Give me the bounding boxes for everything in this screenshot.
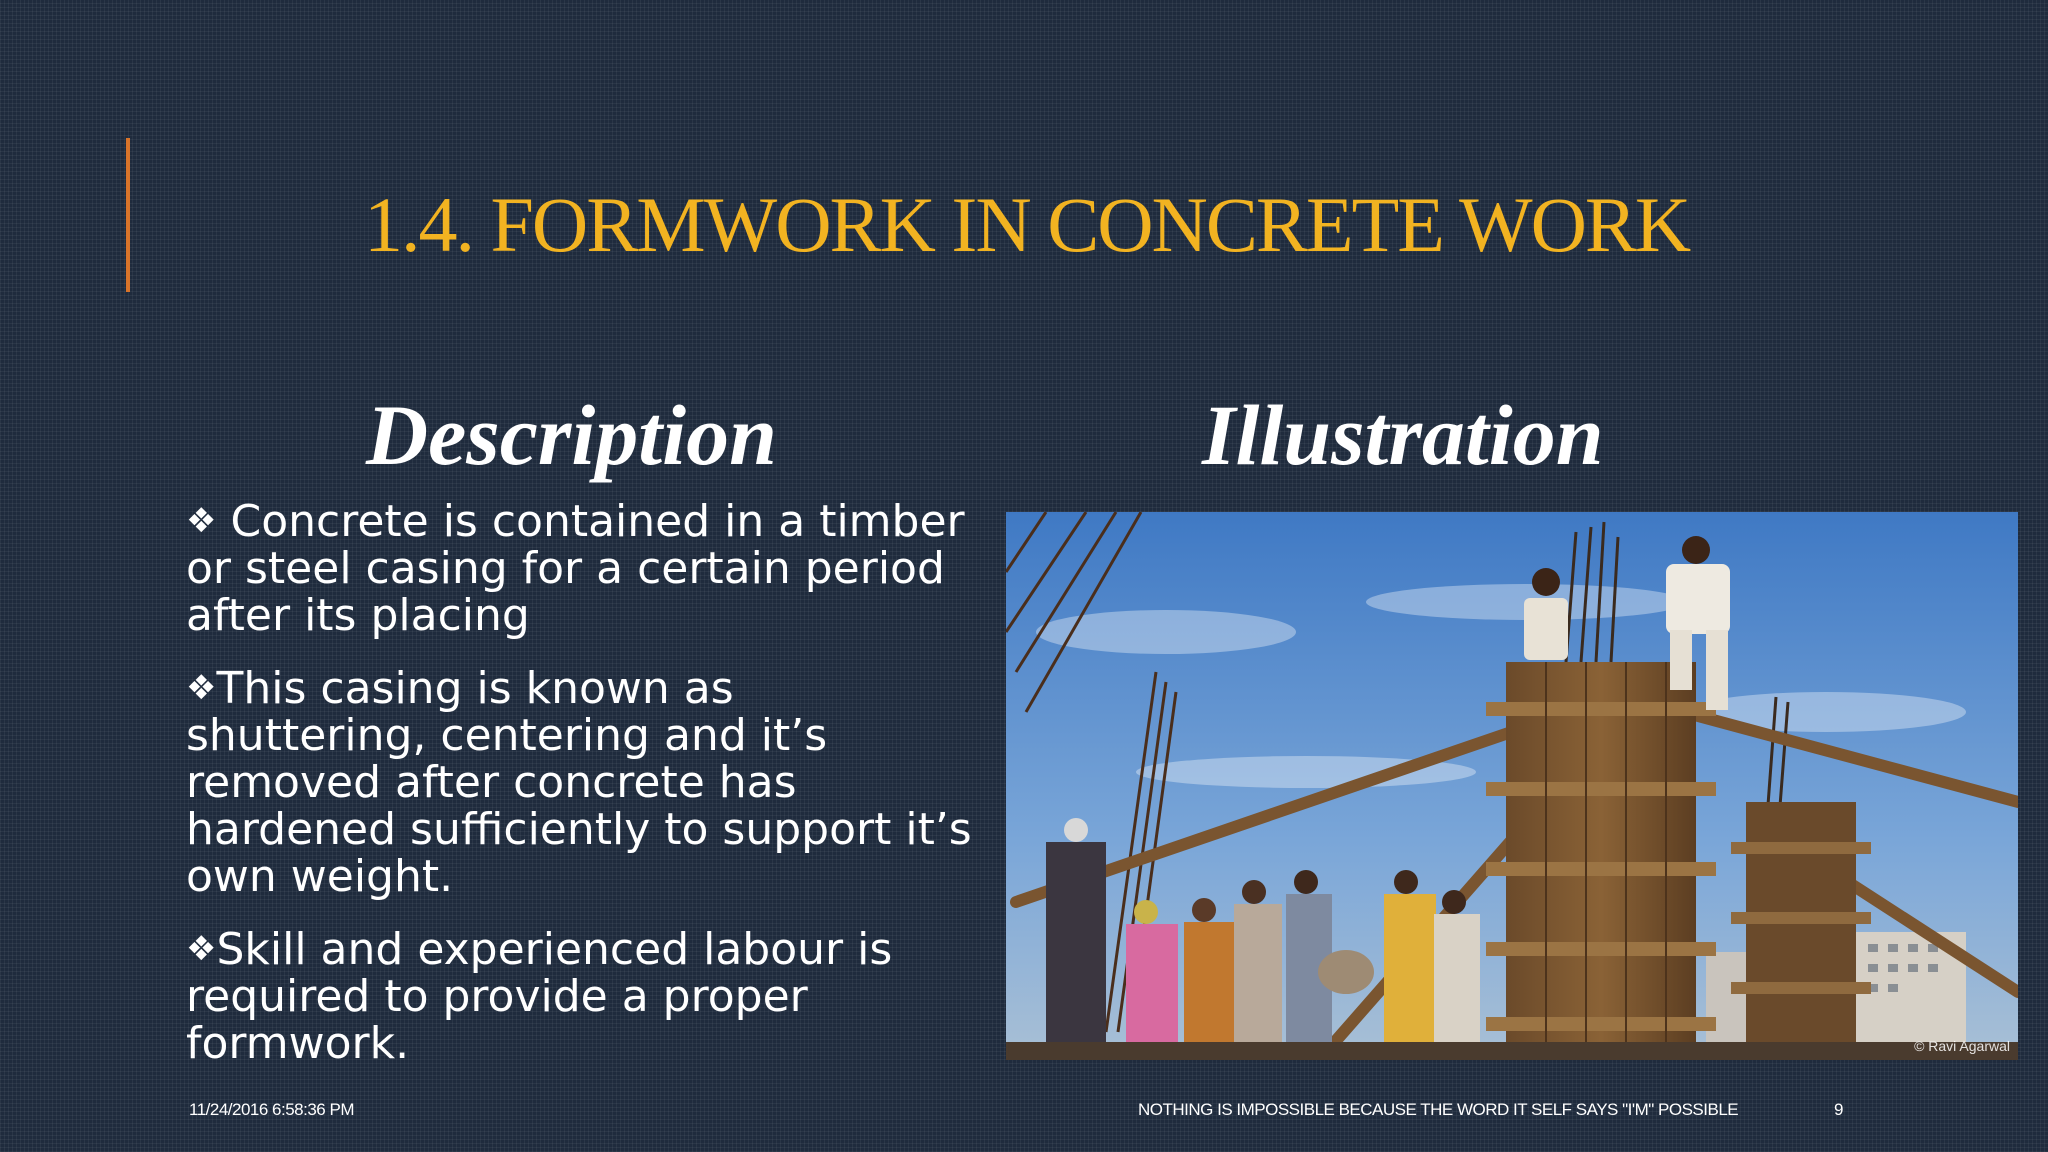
bullet-item <box>186 926 976 1067</box>
diamond-bullet-icon: ❖ <box>186 501 217 541</box>
slide-number: 9 <box>1834 1100 1843 1119</box>
footer-date: 11/24/2016 6:58:36 PM <box>189 1100 354 1119</box>
bullet-item <box>186 498 976 639</box>
bullet-text: Concrete is contained in a timber or steel casing for a certain period after its placing <box>186 496 965 641</box>
formwork-photo <box>1006 512 2018 1060</box>
photo-credit: © Ravi Agarwal <box>1914 1038 2010 1054</box>
bullet-text: This casing is known as shuttering, centering and it’s removed after concrete has hardened sufficiently to support it’s own weight. <box>186 663 972 902</box>
footer-text: NOTHING IS IMPOSSIBLE BECAUSE THE WORD IT SELF SAYS "I'M" POSSIBLE <box>1138 1100 1739 1119</box>
accent-bar <box>126 138 130 292</box>
diamond-bullet-icon: ❖ <box>186 668 217 708</box>
bullet-list <box>186 498 976 1093</box>
illustration-heading: Illustration <box>1202 387 1604 483</box>
slide-title: 1.4. FORMWORK IN CONCRETE WORK <box>364 181 1690 268</box>
diamond-bullet-icon: ❖ <box>186 929 217 969</box>
description-heading: Description <box>366 387 777 483</box>
bullet-text: Skill and experienced labour is required to provide a proper formwork. <box>186 924 893 1069</box>
bullet-item <box>186 665 976 900</box>
